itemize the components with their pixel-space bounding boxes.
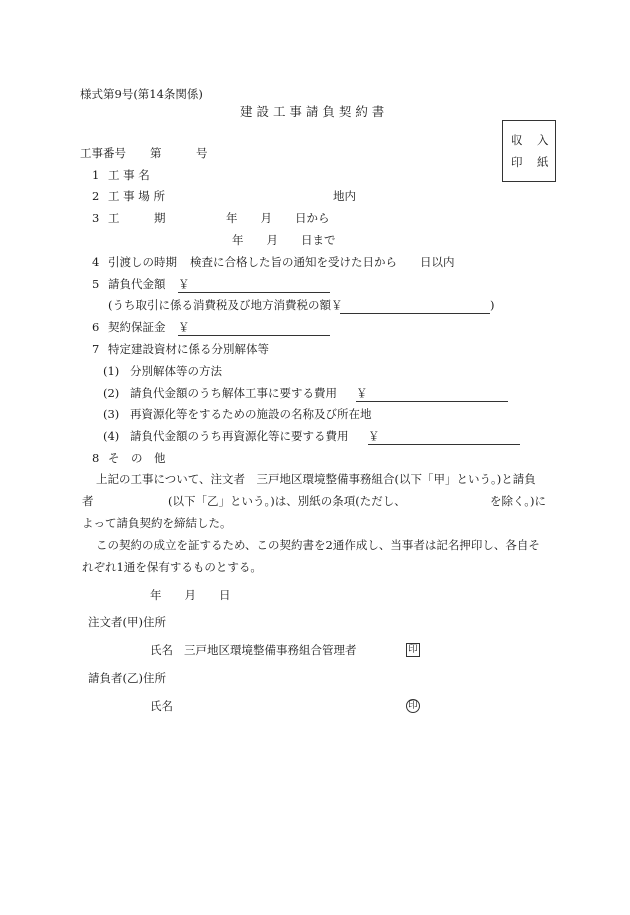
yen-sign: ￥	[368, 429, 380, 443]
item-number: 5	[92, 277, 100, 291]
guarantee-amount-line	[178, 335, 330, 336]
sub-item-text: 分別解体等の方法	[130, 364, 222, 378]
sub-item-text: 請負代金額のうち解体工事に要する費用	[130, 386, 337, 400]
sub-item-text: 請負代金額のうち再資源化等に要する費用	[130, 429, 349, 443]
item-delivery-label: 引渡しの時期	[108, 255, 177, 269]
construction-number-dai: 第	[150, 146, 162, 160]
item-contract-amount-label: 請負代金額	[108, 277, 166, 291]
item-number: 3	[92, 211, 100, 225]
period-to: 年 月 日まで	[232, 233, 336, 247]
sub-item-number: (2)	[103, 386, 120, 400]
contractor-address-label: 請負者(乙)住所	[88, 671, 166, 685]
orderer-name-label: 氏名	[150, 643, 173, 657]
item-number: 1	[92, 168, 100, 182]
contractor-name-label: 氏名	[150, 699, 173, 713]
contract-amount-line	[178, 292, 330, 293]
item-number: 2	[92, 189, 100, 203]
orderer-address-label: 注文者(甲)住所	[88, 615, 166, 629]
stamp-char: 収	[511, 133, 523, 147]
item-construction-site-label: 工 事 場 所	[108, 189, 165, 203]
tax-amount-line	[340, 313, 490, 314]
demolition-cost-line	[356, 401, 508, 402]
body-paragraph-1-line-1: 上記の工事について、注文者 三戸地区環境整備事務組合(以下「甲」という。)と請負	[96, 472, 536, 486]
stamp-char: 印	[511, 155, 523, 169]
sub-item-number: (1)	[103, 364, 120, 378]
item-other-label: そ の 他	[108, 451, 166, 465]
tax-close: )	[490, 298, 495, 312]
body-paragraph-1-line-3: よって請負契約を締結した。	[82, 516, 232, 530]
body-paragraph-1-line-2b: (以下「乙」という。)は、別紙の条項(ただし、	[168, 494, 406, 508]
item-number: 8	[92, 451, 100, 465]
item-demolition-label: 特定建設資材に係る分別解体等	[108, 342, 269, 356]
body-paragraph-2-line-1: この契約の成立を証するため、この契約書を2通作成し、当事者は記名押印し、各自そ	[96, 538, 540, 552]
tax-note: (うち取引に係る消費税及び地方消費税の額￥	[108, 298, 343, 312]
form-number: 様式第9号(第14条関係)	[80, 87, 203, 101]
construction-number-go: 号	[196, 146, 208, 160]
item-construction-name-label: 工 事 名	[108, 168, 150, 182]
item-number: 6	[92, 320, 100, 334]
orderer-seal: 印	[406, 643, 420, 657]
item-guarantee-label: 契約保証金	[108, 320, 166, 334]
contract-date: 年 月 日	[150, 588, 231, 602]
body-paragraph-2-line-2: れぞれ1通を保有するものとする。	[82, 560, 262, 574]
body-paragraph-1-line-2c: を除く。)に	[490, 494, 547, 508]
construction-number-label: 工事番号	[80, 146, 126, 160]
sub-item-text: 再資源化等をするための施設の名称及び所在地	[130, 407, 372, 421]
document-title: 建 設 工 事 請 負 契 約 書	[240, 104, 385, 119]
body-paragraph-1-line-2a: 者	[82, 494, 94, 508]
yen-sign: ￥	[356, 386, 368, 400]
delivery-text: 検査に合格した旨の通知を受けた日から 日以内	[190, 255, 455, 269]
site-suffix: 地内	[333, 189, 356, 203]
stamp-char: 紙	[537, 155, 549, 169]
sub-item-number: (3)	[103, 407, 120, 421]
sub-item-number: (4)	[103, 429, 120, 443]
period-from: 年 月 日から	[226, 211, 330, 225]
item-number: 7	[92, 342, 100, 356]
yen-sign: ￥	[178, 277, 190, 291]
item-period-label: 工 期	[108, 211, 166, 225]
stamp-char: 入	[537, 133, 549, 147]
yen-sign: ￥	[178, 320, 190, 334]
revenue-stamp-box	[502, 120, 556, 182]
orderer-name-value: 三戸地区環境整備事務組合管理者	[184, 643, 357, 657]
item-number: 4	[92, 255, 100, 269]
recycling-cost-line	[368, 444, 520, 445]
contractor-seal: 印	[406, 699, 420, 713]
